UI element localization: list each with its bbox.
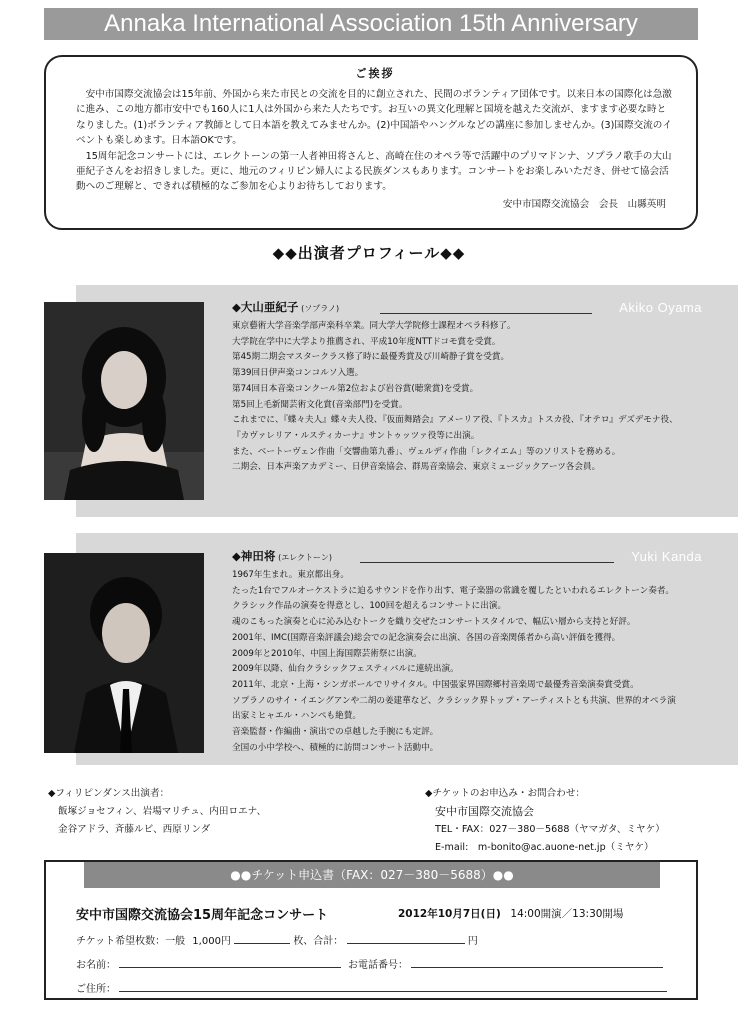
- event-date-text: 2012年10月7日(日): [398, 908, 501, 920]
- contact-org: 安中市国際交流協会: [435, 805, 534, 818]
- bio-line: 第45期二期会マスタークラス修了時に最優秀賞及び川崎静子賞を受賞。: [232, 352, 510, 363]
- dance-label: ◆フィリピンダンス出演者：: [48, 788, 170, 799]
- bio-line: 2011年、北京・上海・シンガポールでリサイタル。中国張家界国際郷村音楽周で最優秀音楽演奏賞受賞。: [232, 679, 639, 690]
- greeting-heading: ご挨拶: [355, 67, 395, 80]
- phone-label: お電話番号：: [348, 960, 408, 971]
- phone-field[interactable]: [411, 958, 663, 968]
- bio-line: たった1台でフルオーケストラに迫るサウンドを作り出す、電子楽器の常識を覆したといわれるエレクトーン奏者。: [232, 585, 675, 596]
- event-date: [398, 906, 623, 921]
- profile-text: [232, 300, 702, 476]
- name-underline: [380, 313, 592, 314]
- profile-text: [232, 549, 702, 756]
- bio-line: 音楽監督・作編曲・演出での卓越した手腕にも定評。: [232, 727, 439, 738]
- performer-name: ◆神田将: [232, 549, 276, 563]
- bio-line: ソプラノのサイ・イエングアンや二胡の姜建華など、クラシック界トップ・アーティストとも共演、世界的オペラ演: [232, 695, 676, 706]
- contact-label: ◆チケットのお申込み・お問合わせ：: [425, 788, 586, 799]
- qty-label: チケット希望枚数：一般: [76, 936, 186, 947]
- address-label: ご住所：: [76, 984, 116, 995]
- bio-line: 第39回日伊声楽コンコルソ入選。: [232, 368, 364, 379]
- profiles-heading: ◆◆出演者プロフィール◆◆: [272, 244, 466, 262]
- bio-line: 大学院在学中に大学より推薦され、平成10年度NTTドコモ賞を受賞。: [232, 336, 501, 347]
- bio-line: また、ベートーヴェン作曲「交響曲第九番」、ヴェルディ作曲「レクイエム」等のソリストを務める。: [232, 446, 621, 457]
- anniversary-banner: Annaka International Association 15th Anniversary: [44, 8, 698, 40]
- performer-name-row: [232, 300, 702, 318]
- bio-line: クラシック作品の演奏を得意とし、100回を超えるコンサートに出演。: [232, 601, 507, 612]
- bio-line: 二期会、日本声楽アカデミー、日伊音楽協会、群馬音楽協会、東京ミュージックアーツ各会員。: [232, 462, 601, 473]
- ticket-price: 1,000円: [192, 936, 231, 947]
- greeting-paragraph: 安中市国際交流協会は15年前、外国から来た市民との交流を目的に創立された、民間のボランティア団体です。以来日本の国際化は急激に進み、この地方都市安中でも160人に1人は外国から来た人たちです。お互いの異文化理解と国境を越えた交流が、ますます必要な時となりました。(1)ボランティア教師として日本語を教えてみませんか。(2)中国語やハングルなどの講座に参加しませんか。(3)国際交流のイベントも楽しめます。日本語OKです。: [76, 89, 672, 147]
- address-field[interactable]: [119, 982, 667, 992]
- greeting-box: [44, 55, 698, 230]
- name-row: [76, 956, 341, 971]
- bio-line: これまでに、『蝶々夫人』蝶々夫人役、『仮面舞踏会』アメーリア役、『トスカ』トスカ役、『オテロ』デズデモナ役、: [232, 415, 678, 426]
- bio-line: 2001年、IMC(国際音楽評議会)総会での記念演奏会に出演、各国の音楽関係者から高い評価を獲得。: [232, 632, 621, 643]
- bio-line: 全国の小中学校へ、積極的に訪問コンサート活動中。: [232, 742, 439, 753]
- name-label: お名前：: [76, 960, 116, 971]
- name-underline: [360, 562, 614, 563]
- bio-line: 1967年生まれ。東京都出身。: [232, 570, 349, 580]
- bio-line: 2009年以降、仙台クラシックフェスティバルに連続出演。: [232, 664, 459, 675]
- ticket-form: [44, 860, 698, 1000]
- address-row: [76, 980, 667, 995]
- event-title: 安中市国際交流協会15周年記念コンサート: [76, 908, 329, 923]
- performer-role: (エレクトーン): [278, 553, 332, 562]
- bio-line: 出家ミヒャエル・ハンペも絶賛。: [232, 711, 361, 722]
- performer-name-row: [232, 549, 702, 567]
- bio-line: 『カヴァレリア・ルスティカーナ』サントゥッツァ役等に出演。: [232, 430, 480, 441]
- performer-name-en: Akiko Oyama: [619, 300, 702, 315]
- total-field[interactable]: [347, 934, 465, 944]
- performer-role: (ソプラノ): [301, 304, 340, 313]
- greeting-paragraph: 15周年記念コンサートには、エレクトーンの第一人者神田将さんと、高崎在住のオペラ等で活躍中のプリマドンナ、ソプラノ歌手の大山亜紀子さんをお招きしました。更に、地元のフィリピン婦人による民族ダンスもあります。コンサートをお楽しみいただき、併せて協会活動へのご理解と、できれば積極的なご参加を心よりお待ちしております。: [76, 150, 672, 193]
- bio-line: 2009年と2010年、中国上海国際芸術祭に出演。: [232, 648, 422, 659]
- dance-members: 金谷アドラ、斉藤ルビ、西原リンダ: [58, 824, 211, 835]
- contact-email[interactable]: E-mail: m-bonito@ac.auone-net.jp（ミヤケ）: [435, 842, 654, 853]
- contact-section: [425, 785, 665, 857]
- bio-line: 第5回上毛新聞芸術文化賞(音楽部門)を受賞。: [232, 399, 408, 410]
- performer-name: ◆大山亜紀子: [232, 300, 299, 314]
- dance-section: [48, 785, 266, 839]
- name-field[interactable]: [119, 958, 341, 968]
- greeting-signature: 安中市国際交流協会 会長 山縣英明: [502, 198, 666, 210]
- bio-line: 魂のこもった演奏と心に沁み込むトークを織り交ぜたコンサートスタイルで、幅広い層から支持と好評。: [232, 617, 636, 628]
- bio-line: 東京藝術大学音楽学部声楽科卒業。同大学大学院修士課程オペラ科修了。: [232, 321, 516, 331]
- ticket-qty-row: [76, 932, 478, 947]
- dance-members: 飯塚ジョセフィン、岩場マリチュ、内田ロエナ、: [58, 806, 267, 817]
- performer-name-en: Yuki Kanda: [631, 549, 702, 564]
- event-time: 14:00開演／13:30開場: [510, 908, 624, 920]
- contact-tel: TEL・FAX：027－380－5688（ヤマガタ、ミヤケ）: [435, 824, 665, 835]
- form-header: ●●チケット申込書（FAX：027－380－5688）●●: [84, 862, 660, 888]
- bio-line: 第74回日本音楽コンクール第2位および岩谷賞(聴衆賞)を受賞。: [232, 383, 479, 394]
- phone-row: [348, 956, 663, 971]
- performer-photo: [44, 553, 204, 753]
- total-unit: 円: [467, 936, 478, 947]
- qty-field[interactable]: [234, 934, 290, 944]
- performer-photo: [44, 302, 204, 500]
- qty-unit: 枚、合計：: [293, 936, 344, 947]
